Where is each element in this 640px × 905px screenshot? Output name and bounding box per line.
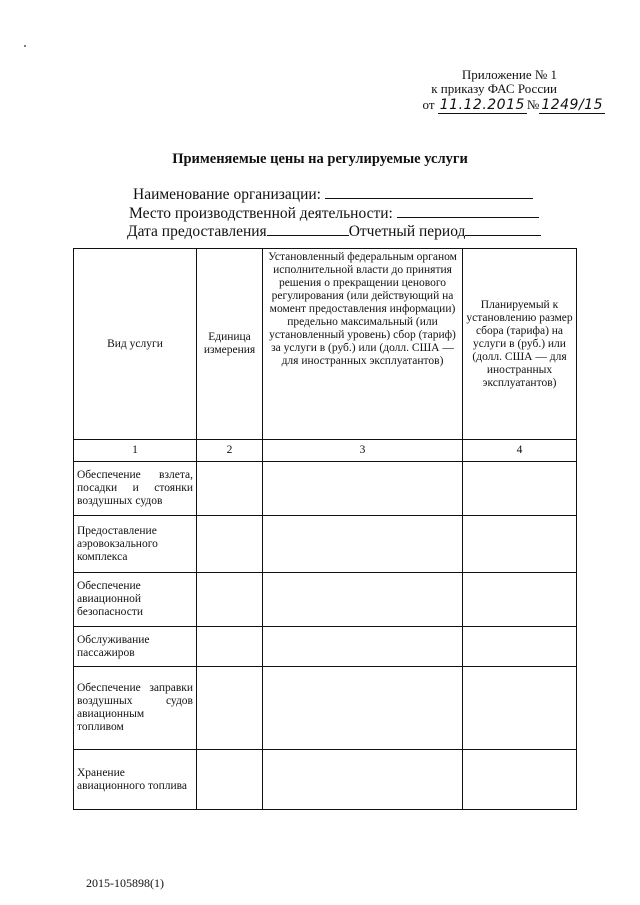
prices-table [73, 248, 577, 810]
column-number-row [74, 440, 577, 462]
column-number: 4 [463, 440, 577, 462]
place-blank[interactable] [397, 203, 539, 218]
table-row [74, 750, 577, 810]
date-label: Дата предоставления [127, 223, 267, 240]
unit-cell[interactable] [197, 750, 263, 810]
org-name-label: Наименование организации: [133, 186, 321, 203]
table-row [74, 516, 577, 573]
column-number: 2 [197, 440, 263, 462]
planned-tariff-cell[interactable] [463, 627, 577, 667]
document-title: Применяемые цены на регулируемые услуги [172, 151, 468, 167]
established-tariff-cell[interactable] [263, 573, 463, 627]
service-name: Обслуживание пассажиров [74, 627, 197, 667]
planned-tariff-cell[interactable] [463, 516, 577, 573]
document-code: 2015-105898(1) [86, 876, 164, 890]
date-blank[interactable] [267, 221, 349, 236]
service-name: Хранение авиационного топлива [74, 750, 197, 810]
table-row [74, 627, 577, 667]
place-label: Место производственной деятельности: [129, 205, 393, 222]
established-tariff-cell[interactable] [263, 750, 463, 810]
date-period-field [127, 221, 541, 241]
org-name-field [133, 184, 533, 204]
established-tariff-cell[interactable] [263, 516, 463, 573]
period-blank[interactable] [465, 221, 541, 236]
unit-cell[interactable] [197, 516, 263, 573]
period-label: Отчетный период [348, 223, 466, 240]
service-name: Обеспечение авиационной безопасности [74, 573, 197, 627]
number-sign: № [526, 97, 540, 112]
column-number: 3 [263, 440, 463, 462]
column-number: 1 [74, 440, 197, 462]
header-established-tariff: Установленный федеральным органом исполнительной власти до принятия решения о прекращении ценового регулирования (или действующий на момент предоставления информации) предельно максимальный (или установленный уровень) сбор (тариф) за услуги в (руб.) или (долл. США — для иностранных эксплуатантов) [263, 249, 463, 440]
header-service-type: Вид услуги [74, 249, 197, 440]
service-name: Обеспечение взлета, посадки и стоянки воздушных судов [74, 462, 197, 516]
appendix-order-reference: к приказу ФАС России [431, 81, 557, 96]
scan-speck [24, 45, 26, 47]
place-field [129, 203, 539, 223]
handwritten-number: 1249/15 [541, 97, 603, 113]
unit-cell[interactable] [197, 573, 263, 627]
planned-tariff-cell[interactable] [463, 462, 577, 516]
planned-tariff-cell[interactable] [463, 750, 577, 810]
header-row [74, 249, 577, 440]
planned-tariff-cell[interactable] [463, 667, 577, 750]
appendix-label: Приложение № 1 [461, 67, 557, 82]
org-name-blank[interactable] [325, 184, 533, 199]
table-row [74, 667, 577, 750]
established-tariff-cell[interactable] [263, 627, 463, 667]
table-row [74, 573, 577, 627]
unit-cell[interactable] [197, 627, 263, 667]
date-prefix: от [422, 97, 435, 112]
appendix-date-number [422, 98, 605, 112]
planned-tariff-cell[interactable] [463, 573, 577, 627]
established-tariff-cell[interactable] [263, 462, 463, 516]
table-row [74, 462, 577, 516]
service-name: Обеспечение заправки воздушных судов авиационным топливом [74, 667, 197, 750]
unit-cell[interactable] [197, 667, 263, 750]
handwritten-date: 11.12.2015 [439, 97, 525, 113]
established-tariff-cell[interactable] [263, 667, 463, 750]
service-name: Предоставление аэровокзального комплекса [74, 516, 197, 573]
unit-cell[interactable] [197, 462, 263, 516]
header-unit: Единица измерения [197, 249, 263, 440]
header-planned-tariff: Планируемый к установлению размер сбора (тарифа) на услуги в (руб.) или (долл. США — для иностранных эксплуатантов) [463, 249, 577, 440]
